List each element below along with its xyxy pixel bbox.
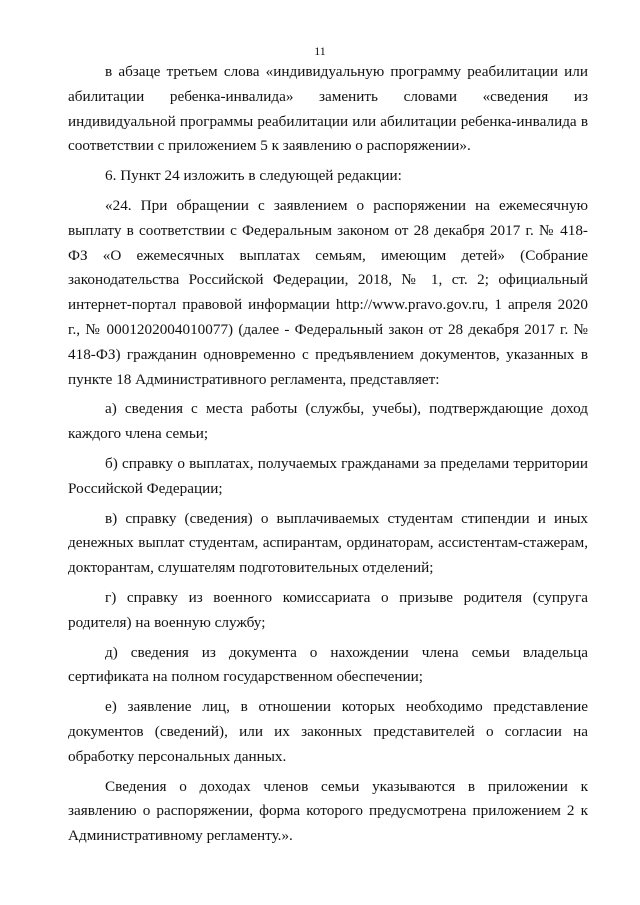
list-item-d: д) сведения из документа о нахождении члена семьи владельца сертификата на полном государственном обеспечении; — [68, 643, 588, 686]
paragraph-income-info: Сведения о доходах членов семьи указываются в приложении к заявлению о распоряжении, форма которого предусмотрена приложением 2 к Административному регламенту.». — [68, 777, 588, 845]
list-item-e: е) заявление лиц, в отношении которых необходимо представление документов (сведений), или их законных представителей о согласии на обработку персональных данных. — [68, 698, 588, 765]
paragraph-item-24-intro: «24. При обращении с заявлением о распоряжении на ежемесячную выплату в соответствии с Федеральным законом от 28 декабря 2017 г. № 418-ФЗ «О ежемесячных выплатах семьям, имеющим детей» (Собрание законодательства Российской Федерации, 2018, № 1, ст. 2; официальный интернет-портал правовой информации http://www.pravo.gov.ru, 1 апреля 2020 г., № 0001202004010077) (далее - Федеральный закон от 28 декабря 2017 г. № 418-ФЗ) гражданин одновременно с предъявлением документов, указанных в пункте 18 Административного регламента, представляет: — [68, 196, 588, 388]
page-number: 11 — [314, 44, 326, 58]
document-body — [68, 60, 588, 854]
list-item-a: а) сведения с места работы (службы, учебы), подтверждающие доход каждого члена семьи; — [68, 400, 588, 443]
paragraph-item-6-heading: 6. Пункт 24 изложить в следующей редакции: — [105, 167, 402, 185]
paragraph-amendment-third-subparagraph: в абзаце третьем слова «индивидуальную программу реабилитации или абилитации ребенка-инвалида» заменить словами «сведения из индивидуальной программы реабилитации или абилитации ребенка-инвалида в соответствии с приложением 5 к заявлению о распоряжении». — [68, 63, 588, 155]
list-item-b: б) справку о выплатах, получаемых гражданами за пределами территории Российской Федерации; — [68, 454, 588, 497]
list-item-v: в) справку (сведения) о выплачиваемых студентам стипендии и иных денежных выплат студентам, аспирантам, ординаторам, ассистентам-стажерам, докторантам, слушателям подготовительных отделений; — [68, 509, 588, 577]
list-item-g: г) справку из военного комиссариата о призыве родителя (супруга родителя) на военную службу; — [68, 588, 588, 631]
